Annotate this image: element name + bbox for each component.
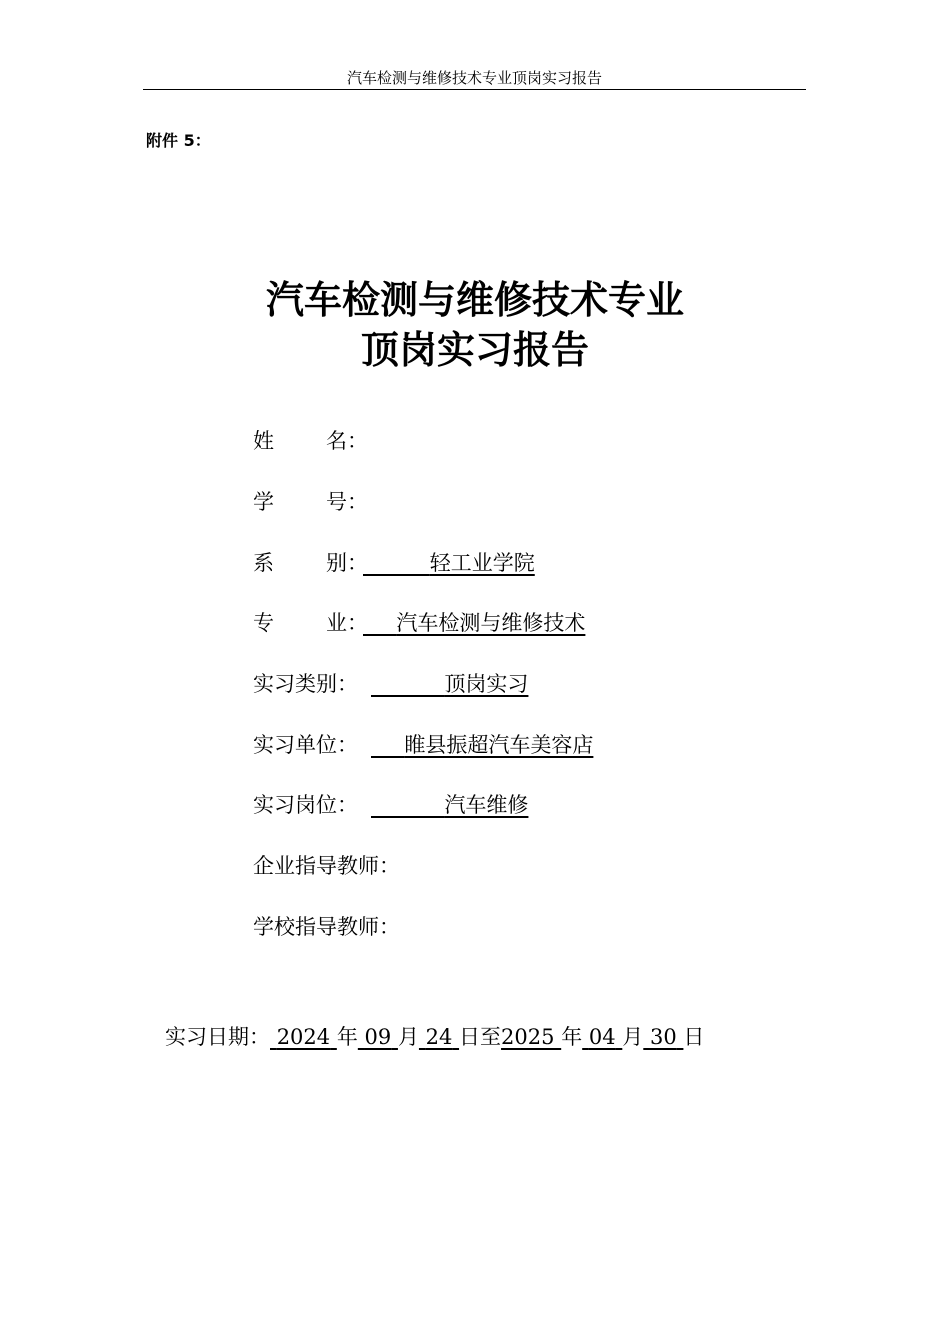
date-year-unit-2: 年 <box>561 1025 583 1049</box>
date-end-month[interactable]: 04 <box>588 1025 616 1049</box>
header-divider <box>143 89 806 90</box>
field-department-underline-lead <box>363 551 430 575</box>
date-start-year-pad-r <box>330 1025 337 1049</box>
field-student-id-label: 学 号： <box>253 490 368 514</box>
field-internship-unit <box>253 730 593 760</box>
date-month-unit-1: 月 <box>397 1025 419 1049</box>
date-end-month-pad-l <box>582 1025 589 1049</box>
date-end-year[interactable]: 2025 <box>501 1025 555 1049</box>
date-start-day-pad-l <box>419 1025 426 1049</box>
field-name-label: 姓 名： <box>253 429 368 453</box>
field-department-value[interactable]: 轻工业学院 <box>429 551 535 575</box>
report-title-line1: 汽车检测与维修技术专业 <box>265 278 684 322</box>
date-month-unit-2: 月 <box>622 1025 644 1049</box>
date-day-unit: 日 <box>683 1025 705 1049</box>
running-header: 汽车检测与维修技术专业顶岗实习报告 <box>346 69 602 87</box>
field-major-value[interactable]: 汽车检测与维修技术 <box>396 611 586 635</box>
date-start-day[interactable]: 24 <box>425 1025 453 1049</box>
date-year-unit-1: 年 <box>336 1025 358 1049</box>
field-internship-post-label: 实习岗位： <box>253 793 358 817</box>
field-internship-unit-label: 实习单位： <box>253 733 358 757</box>
date-label: 实习日期： <box>165 1025 270 1049</box>
field-school-advisor-label: 学校指导教师： <box>253 915 400 939</box>
attachment-label: 附件 5： <box>146 131 211 150</box>
date-start-month-pad-r <box>391 1025 398 1049</box>
date-start-year-pad-l <box>270 1025 277 1049</box>
field-name <box>253 426 368 456</box>
field-internship-type <box>253 669 528 699</box>
field-internship-post-value[interactable]: 汽车维修 <box>444 793 529 817</box>
field-department <box>253 548 535 578</box>
field-major-label: 专 业： <box>253 611 368 635</box>
field-internship-type-label: 实习类别： <box>253 672 358 696</box>
field-student-id <box>253 487 368 517</box>
field-internship-unit-value[interactable]: 睢县振超汽车美容店 <box>404 733 594 757</box>
field-department-label: 系 别： <box>253 551 368 575</box>
field-school-advisor <box>253 912 400 942</box>
report-title-line2: 顶岗实习报告 <box>360 328 589 372</box>
field-internship-post-underline-lead <box>371 793 444 817</box>
field-internship-post <box>253 790 528 820</box>
field-internship-type-underline-lead <box>371 672 444 696</box>
field-major-underline-lead <box>363 611 396 635</box>
date-start-month-pad-l <box>358 1025 365 1049</box>
date-start-month[interactable]: 09 <box>364 1025 392 1049</box>
internship-date-row <box>165 1022 704 1052</box>
date-end-day-pad-l <box>643 1025 650 1049</box>
field-internship-unit-underline-lead <box>371 733 404 757</box>
date-end-day[interactable]: 30 <box>649 1025 677 1049</box>
field-major <box>253 608 585 638</box>
date-to: 日至 <box>459 1025 502 1049</box>
field-company-advisor-label: 企业指导教师： <box>253 854 400 878</box>
date-start-year[interactable]: 2024 <box>276 1025 331 1049</box>
field-company-advisor <box>253 851 400 881</box>
field-internship-type-value[interactable]: 顶岗实习 <box>444 672 529 696</box>
